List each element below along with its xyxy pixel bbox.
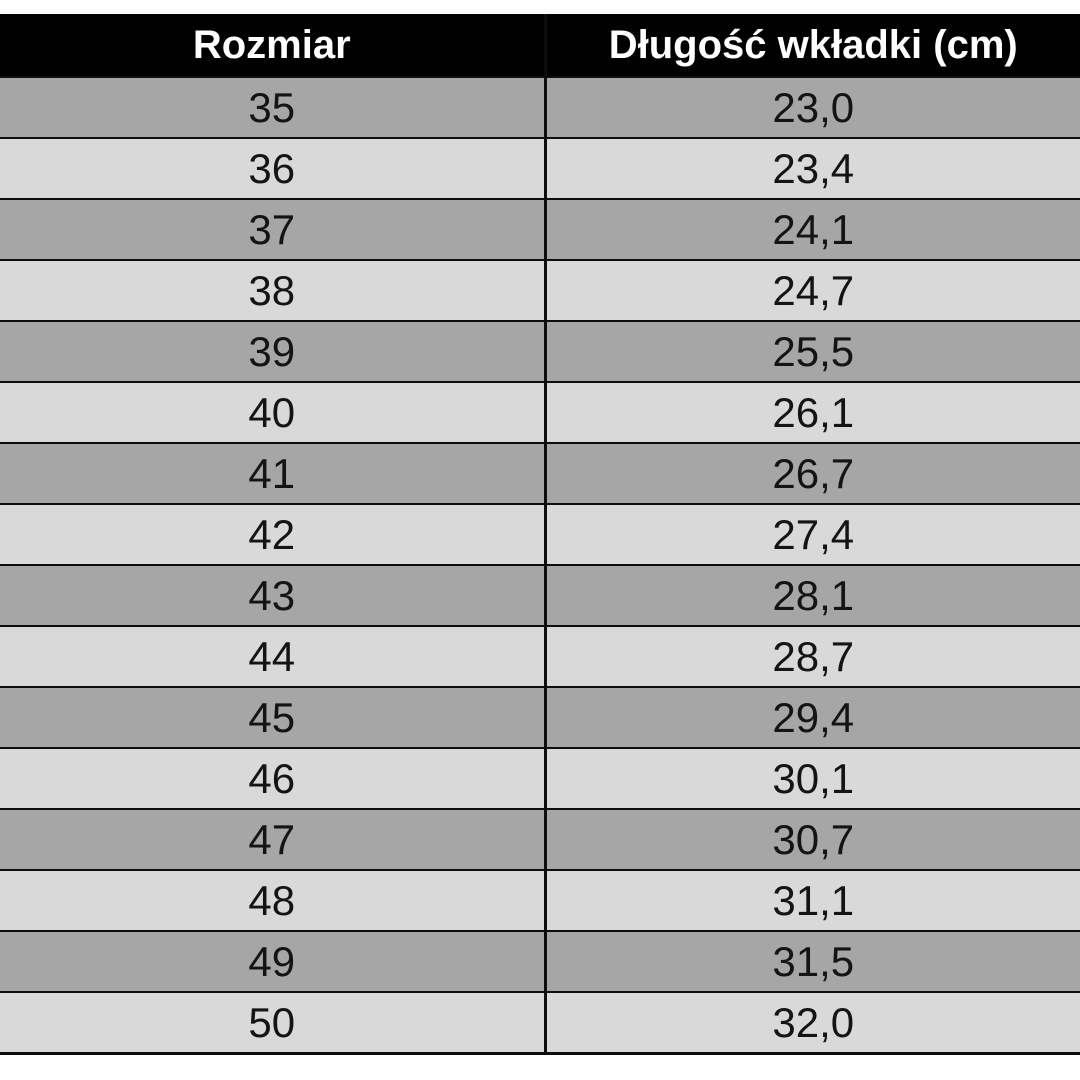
size-cell: 46 xyxy=(0,748,545,809)
table-row xyxy=(0,77,1080,138)
size-cell: 41 xyxy=(0,443,545,504)
table-row xyxy=(0,199,1080,260)
insole-length-cell: 31,5 xyxy=(545,931,1080,992)
table-header-row xyxy=(0,14,1080,77)
size-cell: 40 xyxy=(0,382,545,443)
table-row xyxy=(0,565,1080,626)
table-row xyxy=(0,321,1080,382)
table-row xyxy=(0,870,1080,931)
table-row xyxy=(0,809,1080,870)
shoe-size-table xyxy=(0,14,1080,1055)
insole-length-cell: 29,4 xyxy=(545,687,1080,748)
size-cell: 35 xyxy=(0,77,545,138)
insole-length-cell: 25,5 xyxy=(545,321,1080,382)
table-row xyxy=(0,138,1080,199)
insole-length-cell: 24,1 xyxy=(545,199,1080,260)
size-chart-container xyxy=(0,14,1080,1055)
table-row xyxy=(0,748,1080,809)
table-row xyxy=(0,992,1080,1054)
header-cell-insole-length: Długość wkładki (cm) xyxy=(545,14,1080,77)
size-cell: 39 xyxy=(0,321,545,382)
table-row xyxy=(0,260,1080,321)
table-row xyxy=(0,382,1080,443)
table-row xyxy=(0,687,1080,748)
table-header xyxy=(0,14,1080,77)
size-cell: 36 xyxy=(0,138,545,199)
size-cell: 45 xyxy=(0,687,545,748)
header-cell-size: Rozmiar xyxy=(0,14,545,77)
insole-length-cell: 27,4 xyxy=(545,504,1080,565)
insole-length-cell: 24,7 xyxy=(545,260,1080,321)
insole-length-cell: 30,1 xyxy=(545,748,1080,809)
table-row xyxy=(0,504,1080,565)
size-cell: 47 xyxy=(0,809,545,870)
size-cell: 38 xyxy=(0,260,545,321)
size-cell: 43 xyxy=(0,565,545,626)
table-row xyxy=(0,443,1080,504)
insole-length-cell: 23,0 xyxy=(545,77,1080,138)
insole-length-cell: 28,1 xyxy=(545,565,1080,626)
size-cell: 48 xyxy=(0,870,545,931)
size-cell: 49 xyxy=(0,931,545,992)
insole-length-cell: 28,7 xyxy=(545,626,1080,687)
insole-length-cell: 23,4 xyxy=(545,138,1080,199)
insole-length-cell: 26,7 xyxy=(545,443,1080,504)
size-cell: 42 xyxy=(0,504,545,565)
insole-length-cell: 26,1 xyxy=(545,382,1080,443)
size-cell: 50 xyxy=(0,992,545,1054)
table-row xyxy=(0,626,1080,687)
table-body xyxy=(0,77,1080,1054)
size-cell: 44 xyxy=(0,626,545,687)
table-row xyxy=(0,931,1080,992)
insole-length-cell: 32,0 xyxy=(545,992,1080,1054)
insole-length-cell: 30,7 xyxy=(545,809,1080,870)
size-cell: 37 xyxy=(0,199,545,260)
insole-length-cell: 31,1 xyxy=(545,870,1080,931)
